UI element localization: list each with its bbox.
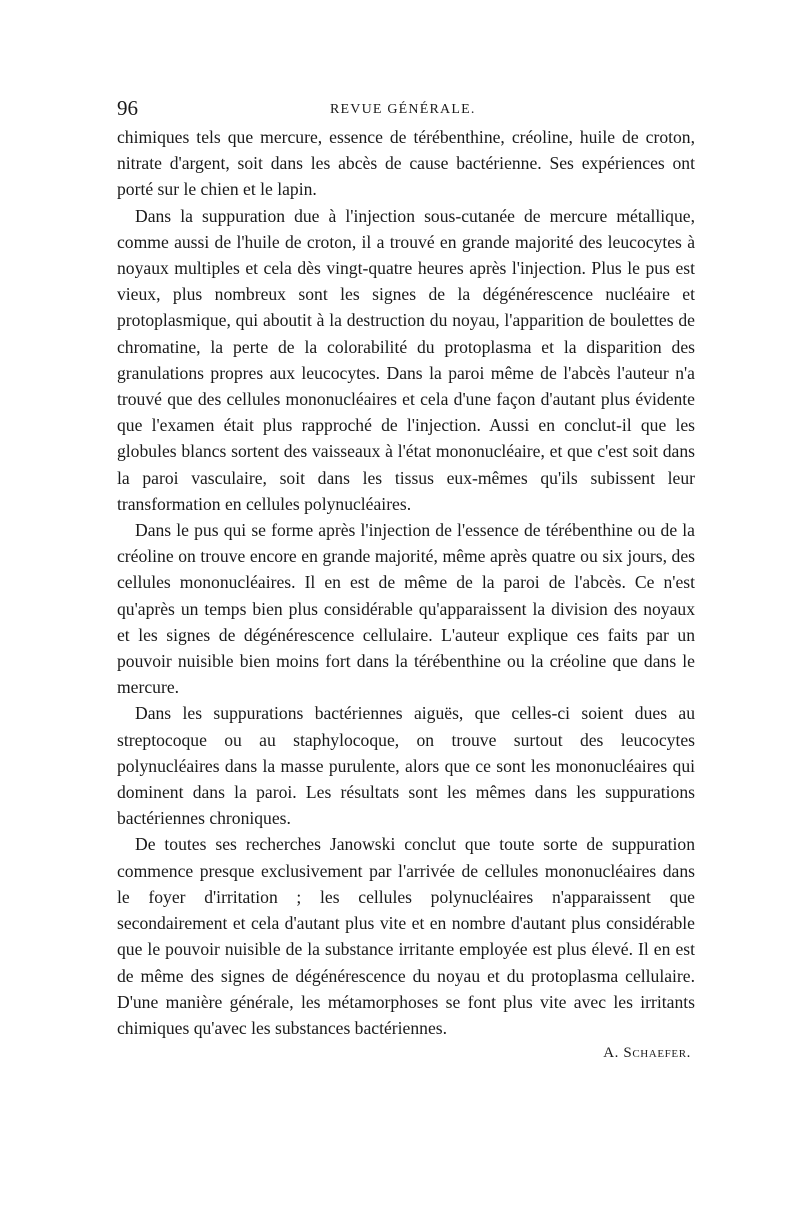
page <box>117 96 695 1064</box>
paragraph-continuation: chimiques tels que mercure, essence de térébenthine, créoline, huile de croton, nitrate d'argent, soit dans les abcès de cause bactérienne. Ses expériences ont porté sur le chien et le lapin. <box>117 127 695 200</box>
author-signature: A. Schaefer. <box>603 1045 691 1062</box>
paragraph: Dans le pus qui se forme après l'injection de l'essence de térébenthine ou de la créoline on trouve encore en grande majorité, même après quatre ou six jours, des cellules mononucléaires. Il en est de même de la paroi de l'abcès. Ce n'est qu'après un temps bien plus considérable qu'apparaissent la division des noyaux et les signes de dégénérescence cellulaire. L'auteur explique ces faits par un pouvoir nuisible bien moins fort dans la térébenthine ou la créoline que dans le mercure. <box>117 520 695 698</box>
running-head <box>117 96 695 124</box>
page-number: 96 <box>117 96 138 120</box>
article-body <box>117 124 695 1041</box>
paragraph: De toutes ses recherches Janowski conclut que toute sorte de suppuration commence presque exclusivement par l'arrivée de cellules mononucléaires dans le foyer d'irritation ; les cellules polynucléaires n'apparaissent que secondairement et cela d'autant plus vite et en nombre d'autant plus considérable que le pouvoir nuisible de la substance irritante employée est plus élevé. Il en est de même des signes de dégénérescence du noyau et du protoplasma cellulaire. D'une manière générale, les métamorphoses se font plus vite avec les irritants chimiques qu'avec les substances bactériennes. <box>117 834 695 1038</box>
paragraph: Dans les suppurations bactériennes aiguës, que celles-ci soient dues au streptocoque ou au staphylocoque, on trouve surtout des leucocytes polynucléaires dans la masse purulente, alors que ce sont les mononucléaires qui dominent dans la paroi. Les résultats sont les mêmes dans les suppurations bactériennes chroniques. <box>117 703 695 829</box>
journal-title: REVUE GÉNÉRALE. <box>330 102 476 117</box>
paragraph: Dans la suppuration due à l'injection sous-cutanée de mercure métallique, comme aussi de l'huile de croton, il a trouvé en grande majorité des leucocytes à noyaux multiples et cela dès vingt-quatre heures après l'injection. Plus le pus est vieux, plus nombreux sont les signes de la dégénérescence nucléaire et protoplasmique, qui aboutit à la destruction du noyau, l'apparition de boulettes de chromatine, la perte de la colorabilité du protoplasma et la disparition des granulations propres aux leucocytes. Dans la paroi même de l'abcès l'auteur n'a trouvé que des cellules mononucléaires et cela d'une façon d'autant plus évidente que l'examen était plus rapproché de l'injection. Aussi en conclut-il que les globules blancs sortent des vaisseaux à l'état mononucléaire, et que c'est soit dans la paroi vasculaire, soit dans les tissus eux-mêmes qu'ils subissent leur transformation en cellules polynucléaires. <box>117 205 695 514</box>
